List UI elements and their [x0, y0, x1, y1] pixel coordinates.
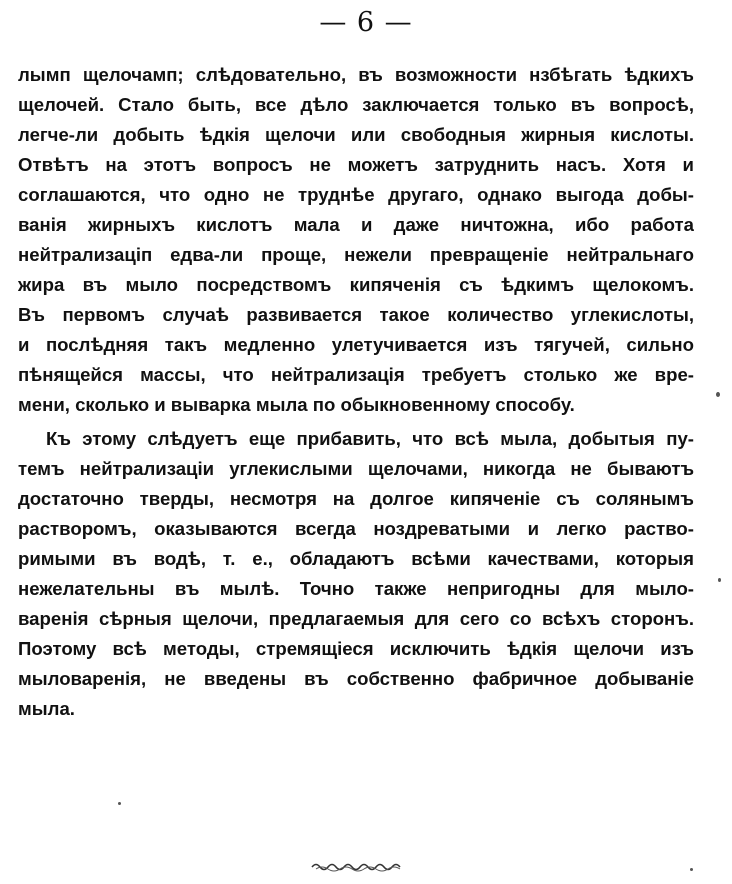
text-line: мыла.	[18, 698, 75, 719]
text-line: Къ этому слѣдуетъ еще прибавить, что всѣ мыла, добытыя пу-	[46, 428, 694, 449]
text-line: растворомъ, оказываются всегда ноздреватыми и легко раство-	[18, 518, 694, 539]
page-number: — 6 —	[319, 7, 413, 38]
text-line: пѣнящейся массы, что нейтрализація требуетъ столько же вре-	[18, 364, 694, 385]
text-line: лымп щелочамп; слѣдовательно, въ возможности нзбѣгать ѣдкихъ	[18, 64, 694, 85]
text-line: достаточно тверды, несмотря на долгое кипяченіе съ солянымъ	[18, 488, 694, 509]
text-line: мыловаренія, не введены въ собственно фабричное добываніе	[18, 668, 694, 689]
text-line: и послѣдняя такъ медленно улетучивается изъ тягучей, сильно	[18, 334, 694, 355]
text-line: нежелательны въ мылѣ. Точно также непригодны для мыло-	[18, 578, 694, 599]
print-speck	[118, 802, 121, 805]
paragraph-1	[18, 60, 694, 420]
print-speck	[718, 578, 721, 582]
text-line: римыми въ водѣ, т. е., обладаютъ всѣми качествами, которыя	[18, 548, 694, 569]
body-text	[18, 60, 694, 724]
print-speck	[690, 868, 693, 871]
print-speck	[716, 392, 720, 397]
paragraph-2	[18, 424, 694, 724]
text-line: Поэтому всѣ методы, стремящіеся исключить ѣдкія щелочи изъ	[18, 638, 694, 659]
text-line: щелочей. Стало быть, все дѣло заключается только въ вопросѣ,	[18, 94, 694, 115]
text-line: варенія сѣрныя щелочи, предлагаемыя для сего со всѣхъ сторонъ.	[18, 608, 694, 629]
text-line: легче-ли добыть ѣдкія щелочи или свободныя жирныя кислоты.	[18, 124, 694, 145]
text-line: соглашаются, что одно не труднѣе другаго, однако выгода добы-	[18, 184, 694, 205]
tailpiece-ornament	[310, 858, 406, 872]
text-line: темъ нейтрализаціи углекислыми щелочами, никогда не бываютъ	[18, 458, 694, 479]
text-line: мени, сколько и выварка мыла по обыкновенному способу.	[18, 394, 575, 415]
text-line: ванія жирныхъ кислотъ мала и даже ничтожна, ибо работа	[18, 214, 694, 235]
text-line: Отвѣтъ на этотъ вопросъ не можетъ затруднить насъ. Хотя и	[18, 154, 694, 175]
text-line: жира въ мыло посредствомъ кипяченія съ ѣдкимъ щелокомъ.	[18, 274, 694, 295]
text-line: нейтрализаціп едва-ли проще, нежели превращеніе нейтральнаго	[18, 244, 694, 265]
text-line: Въ первомъ случаѣ развивается такое количество углекислоты,	[18, 304, 694, 325]
